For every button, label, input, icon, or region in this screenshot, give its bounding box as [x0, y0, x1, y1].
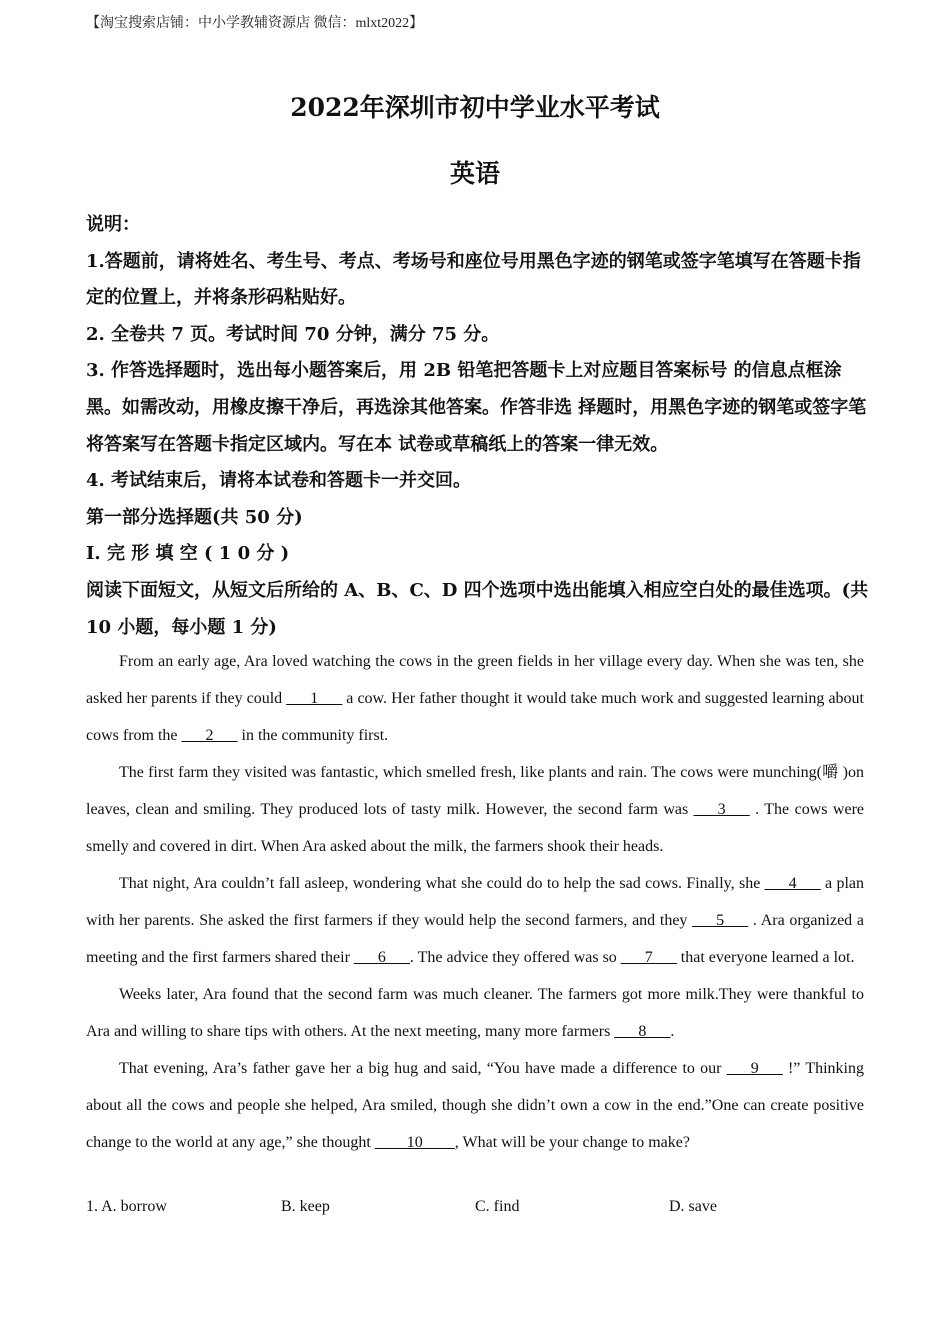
cloze-passage	[86, 643, 864, 1161]
instructions	[86, 207, 876, 646]
option-b: B. keep	[281, 1198, 330, 1215]
passage-paragraph-2	[86, 754, 864, 865]
header-note: 【淘宝搜索店铺：中小学教辅资源店 微信：mlxt2022】	[86, 16, 424, 31]
passage-text: From an early age, Ara loved watching the cows in the green fields in her village every day. When she was ten, she asked her parents if they could	[86, 653, 864, 707]
passage-text: . The advice they offered was so	[409, 949, 621, 966]
passage-text: in the community first.	[237, 727, 389, 744]
passage-text: a cow. Her father thought it would take much work and suggested learning about cows from the	[86, 690, 864, 744]
section-cloze-heading: I. 完 形 填 空 ( 1 0 分 )	[86, 543, 290, 565]
passage-text: that everyone learned a lot.	[676, 949, 855, 966]
instructions-heading: 说明：	[86, 214, 140, 235]
blank-3: ___3___	[693, 801, 750, 818]
blank-1: ___1___	[286, 690, 343, 707]
passage-text: . Ara organized a meeting and the first farmers shared their	[86, 912, 864, 966]
blank-8: ___8___	[614, 1023, 671, 1040]
passage-text: That evening, Ara’s father gave her a big hug and said, “You have made a difference to our	[119, 1060, 727, 1077]
instruction-4: 4. 考试结束后，请将本试卷和答题卡一并交回。	[86, 470, 472, 492]
instruction-3: 3. 作答选择题时，选出每小题答案后，用 2B 铅笔把答题卡上对应题目答案标号 的信息点框涂黑。如需改动，用橡皮擦干净后，再选涂其他答案。作答非选 择题时，用黑色字迹的钢笔或签字笔将答案写在答题卡指定区域内。写在本 试卷或草稿纸上的答案一律无效。	[86, 360, 867, 455]
passage-text: The first farm they visited was fantastic, which smelled fresh, like plants and rain. The cows were munching(嚼 )on leaves, clean and smiling. They produced lots of tasty milk. However, the second farm was	[86, 764, 864, 818]
blank-7: ___7___	[620, 949, 677, 966]
blank-6: ___6___	[353, 949, 410, 966]
passage-text: .	[670, 1023, 675, 1040]
passage-text: a plan with her parents. She asked the first farmers if they would help the second farmers, and they	[86, 875, 864, 929]
cloze-directions: 阅读下面短文，从短文后所给的 A、B、C、D 四个选项中选出能填入相应空白处的最佳选项。(共 10 小题，每小题 1 分)	[86, 579, 869, 638]
blank-9: ___9___	[726, 1060, 783, 1077]
passage-text: Weeks later, Ara found that the second farm was much cleaner. The farmers got more milk.They were thankful to Ara and willing to share tips with others. At the next meeting, many more farmers	[86, 986, 864, 1040]
instruction-2: 2. 全卷共 7 页。考试时间 70 分钟，满分 75 分。	[86, 323, 500, 345]
option-c: C. find	[475, 1198, 520, 1215]
instruction-1: 1.答题前，请将姓名、考生号、考点、考场号和座位号用黑色字迹的钢笔或签字笔填写在答题卡指定的位置上，并将条形码粘贴好。	[86, 250, 861, 309]
exam-title: 2022年深圳市初中学业水平考试	[290, 93, 660, 122]
part-one-heading: 第一部分选择题(共 50 分)	[86, 506, 303, 528]
blank-5: ___5___	[692, 912, 749, 929]
passage-text: , What will be your change to make?	[454, 1134, 690, 1151]
blank-2: ___2___	[181, 727, 238, 744]
passage-paragraph-4	[86, 976, 864, 1050]
passage-text: !” Thinking about all the cows and people she helped, Ara smiled, though she didn’t own a cow in the end.”One can create positive change to the world at any age,” she thought	[86, 1060, 864, 1151]
passage-text: . The cows were smelly and covered in dirt. When Ara asked about the milk, the farmers shook their heads.	[86, 801, 864, 855]
passage-paragraph-5	[86, 1050, 864, 1161]
passage-paragraph-3	[86, 865, 864, 976]
passage-text: That night, Ara couldn’t fall asleep, wondering what she could do to help the sad cows. Finally, she	[119, 875, 765, 892]
option-a: 1. A. borrow	[86, 1198, 167, 1215]
blank-4: ___4___	[764, 875, 821, 892]
passage-paragraph-1	[86, 643, 864, 754]
option-d: D. save	[669, 1198, 717, 1215]
exam-subject: 英语	[449, 159, 500, 188]
blank-10: ____10____	[374, 1134, 455, 1151]
